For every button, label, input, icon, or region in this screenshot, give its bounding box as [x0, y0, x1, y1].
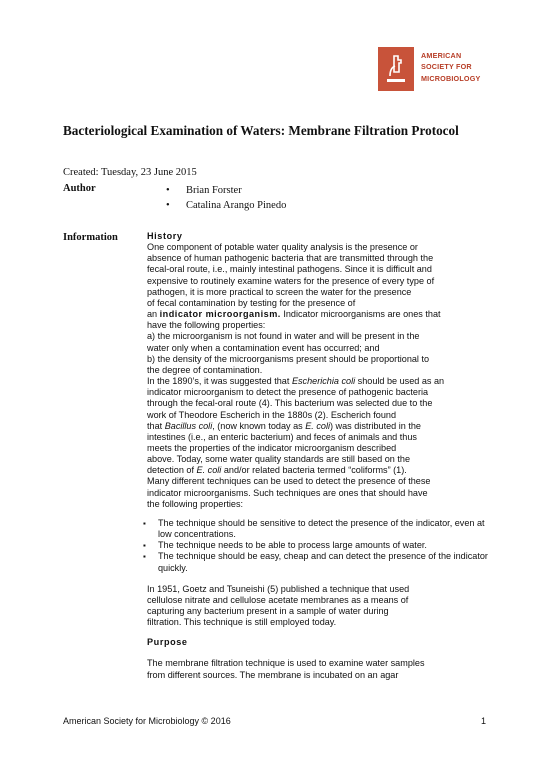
list-item: ▪ The technique should be sensitive to detect the presence of the indicator, even at low concentrations. — [147, 518, 492, 540]
text-line: intestines (i.e., an enteric bacterium) and feces of animals and thus — [147, 431, 417, 442]
text-run: Indicator microorganisms are ones that — [280, 309, 441, 320]
history-heading: History — [147, 231, 183, 241]
text-run: should be used as an — [355, 376, 445, 387]
text-line: fecal-oral route, i.e., mainly intestinal pathogens. Since it is difficult and — [147, 264, 432, 275]
indicator-term: indicator microorganism. — [159, 309, 281, 320]
page-number: 1 — [481, 716, 487, 726]
text-line: pathogen, it is more practical to screen the water for the presence — [147, 286, 412, 297]
text-run: that — [147, 420, 165, 431]
species-name: E. coli — [305, 420, 330, 431]
text-run: an — [147, 309, 160, 320]
microscope-icon — [378, 47, 414, 91]
text-line — [147, 309, 492, 320]
history-paragraph — [147, 242, 492, 510]
text-line: a) the microorganism is not found in water and will be present in the — [147, 331, 420, 342]
logo-wordmark — [421, 50, 481, 84]
asm-logo — [378, 47, 488, 93]
text-line: cellulose nitrate and cellulose acetate membranes as a means of — [147, 594, 409, 605]
technique-properties-list — [147, 518, 492, 574]
purpose-heading: Purpose — [147, 637, 188, 648]
text-line — [147, 421, 492, 432]
species-name: Bacillus coli — [164, 420, 213, 431]
text-line: b) the density of the microorganisms present should be proportional to — [147, 353, 430, 364]
author-item: • Catalina Arango Pinedo — [158, 198, 286, 213]
text-line: Many different techniques can be used to detect the presence of these — [147, 476, 431, 487]
text-run: , (now known today as — [212, 420, 306, 431]
text-line: the following properties: — [147, 498, 244, 509]
text-line: of fecal contamination by testing for the presence of — [147, 297, 356, 308]
text-line: In 1951, Goetz and Tsuneishi (5) published a technique that used — [147, 583, 410, 594]
logo-line-1: AMERICAN — [421, 51, 462, 60]
text-line: One component of potable water quality analysis is the presence or — [147, 242, 418, 253]
purpose-paragraph — [147, 658, 492, 680]
text-line — [147, 465, 492, 476]
text-line: above. Today, some water quality standards are still based on the — [147, 454, 411, 465]
text-line: The membrane filtration technique is used to examine water samples — [147, 658, 425, 669]
text-line: through the fecal-oral route (4). This bacterium was selected due to the — [147, 398, 433, 409]
text-line: expensive to routinely examine waters for the presence of every type of — [147, 275, 435, 286]
text-line: meets the properties of the indicator microorganism described — [147, 442, 397, 453]
footer-copyright: American Society for Microbiology © 2016 — [63, 716, 231, 726]
species-name: Escherichia coli — [291, 376, 356, 387]
text-line: indicator microorganisms. Such techniques are ones that should have — [147, 487, 428, 498]
text-run: In the 1890’s, it was suggested that — [147, 376, 292, 387]
information-label: Information — [63, 232, 118, 243]
author-label: Author — [63, 183, 96, 194]
list-item: ▪ The technique needs to be able to process large amounts of water. — [147, 540, 492, 551]
list-item: ▪ The technique should be easy, cheap and can detect the presence of the indicator quickly. — [147, 551, 492, 573]
text-run: ) was distributed in the — [330, 420, 421, 431]
text-line: the degree of contamination. — [147, 364, 263, 375]
text-run: and/or related bacteria termed “coliforms” (1). — [221, 465, 407, 476]
species-name: E. coli — [196, 465, 222, 476]
logo-line-3: MICROBIOLOGY — [421, 73, 481, 83]
author-list — [158, 183, 286, 213]
text-line: work of Theodore Escherich in the 1880s (2). Escherich found — [147, 409, 397, 420]
information-content — [147, 231, 492, 681]
text-line: capturing any bacterium present in a sample of water during — [147, 606, 389, 616]
text-run: detection of — [147, 465, 197, 476]
text-line: water only when a contamination event has occurred; and — [147, 342, 380, 353]
document-title: Bacteriological Examination of Waters: Membrane Filtration Protocol — [63, 123, 459, 138]
text-line: absence of human pathogenic bacteria that are transmitted through the — [147, 253, 434, 264]
text-line: have the following properties: — [147, 320, 266, 331]
text-line: filtration. This technique is still employed today. — [147, 617, 337, 628]
text-line: from different sources. The membrane is incubated on an agar — [147, 669, 399, 680]
membrane-paragraph — [147, 584, 492, 629]
logo-line-2: SOCIETY FOR — [421, 62, 472, 72]
text-line — [147, 376, 492, 387]
author-item: • Brian Forster — [158, 183, 286, 198]
text-line: indicator microorganism to detect the presence of pathogenic bacteria — [147, 387, 429, 398]
created-date: Created: Tuesday, 23 June 2015 — [63, 167, 197, 178]
